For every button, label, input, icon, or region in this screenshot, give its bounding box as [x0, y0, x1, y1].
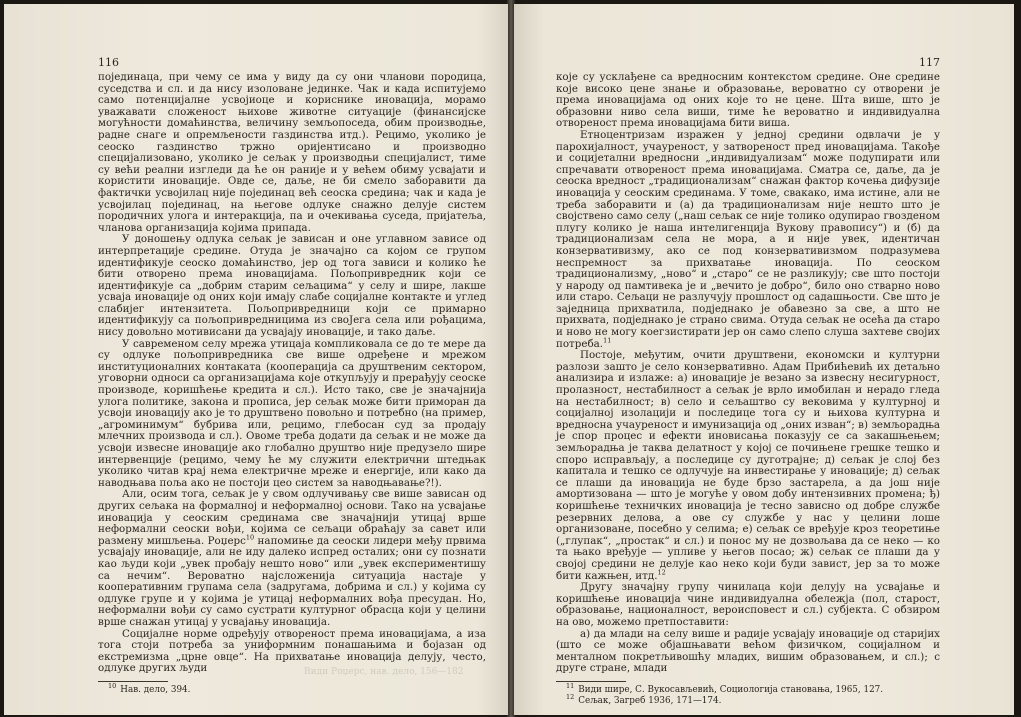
footnote-number: 10	[108, 681, 117, 690]
paragraph-text: Етноцентризам изражен у једној средини одвлачи је у парохијалност, учауреност, у затвореност пред иновацијама. Такође и социјетални вредносни „индивидуализам“ може подупирати или спречавати отвореност према иновацијама. Сматра се, даље, да је сеоска вредност „традиционализам“ снажан фактор кочења дифузије иновација у сеоским срединама. У томе, свакако, има истине, али не треба заборавити и (а) да традиционализам није нешто што је својствено само селу („наш сељак се није толико одупирао гвозденом плугу колико је наша интелигенција Вукову правопису“) и (б) да традиционализам села не мора, а и није увек, идентичан конзервативизму, ако се под конзервативизмом подразумева неспремност за прихватање иновација. По сеоском традиционализму, „ново“ и „старо“ се не разликују; све што постоји у народу од памтивека је и „вечито је добро“, било оно стварно ново или старо. Сељаци не разлучују прошлост од садашњости. Све што је заједница прихватила, подједнако је обавезно за све, а што не прихвата, подједнако је страно свима. Отуда сељак не осећа да старо и ново не могу коегзистирати јер он само слепо слуша захтеве својих потреба.	[556, 128, 940, 350]
left-page-body	[98, 72, 486, 675]
paragraph: појединаца, при чему се има у виду да су они чланови породица, суседства и сл. и да нису изоловане јединке. Чак и када испитујемо само потенцијалне усвојиоце и кориснике иновација, морамо уважавати сложеност њихове животне ситуације (финансијске могућности домаћинства, величину земљопоседа, обим производње, радне снаге и опремљености газдинства итд.). Рецимо, уколико је сеоско газдинство тржно оријентисано и производно специјализовано, уколико је сељак у производњи специјалист, тиме су већи реални изгледи да ће он раније и у већем обиму усвајати и користити иновације. Овде се, даље, не би смело заборавити да фактички усвојилац није појединац већ сеоска средина; чак и када је усвојилац појединац, на његове одлуке снажно делује систем породичних улога и интеракција, па и очекивања суседа, пријатеља, чланова организација којима припада.	[98, 71, 486, 234]
footnote-reference: 10	[245, 533, 255, 542]
footnotes-right	[556, 681, 940, 707]
paragraph: Социјалне норме одређују отвореност према иновацијама, а иза тога стоји потреба за униформним понашањима и бојазан од екстремизма „црне овце“. На прихватање иновација делују, често, одлуке других људи	[98, 627, 486, 675]
paragraph-text: Постоје, међутим, очити друштвени, економски и културни разлози зашто је село конзервативно. Адам Прибићевић их детаљно анализира и излаже: а) иновације је везано за извесну несигурност, пролазност, нестабилност а сељак је врло имобилан и нерадо гледа на нестабилност; в) село и сељаштво су вековима у културној и социјалној изолацији и последице тога су и њихова културна и вредносна учауреност и имунизација од „оних изван“; в) земљорадња је спор процес и ефекти иновисања показују се са закашњењем; земљорадња је таква делатност у којој се почињене грешке тешко и споро исправљају, а последице су дуготрајне; д) сељак је слој без капитала и тешко се одлучује на инвестирање у иновације; д) сељак се плаши да иновација не буде брзо застарела, а да још није амортизована — што је могуће у овом добу интензивних промена; ђ) коришћење техничких иновација је тесно зависно од добре службе резервних делова, а ове су службе у нас у целини лоше организоване, посебно у селима; е) сељак се вређује кроз теоретиње („глупак“, „простак“ и сл.) и понос му не дозвољава да се неко — ко та њако вређује — упливе у његов посао; ж) сељак се плаши да у својој средини не делује као неко који буди завист, јер за то може бити кажњен, итд.	[556, 349, 940, 582]
paragraph-text: Али, осим тога, сељак је у свом одлучивању све више зависан од других сељака на формалној и неформалној основи. Тако на усвајање иновација у сеоским срединама све значајнији утицај врше неформални сеоски вођи, којима се сељаци обраћају за савет или размену мишљења. Роџерс	[98, 488, 486, 547]
footnote-reference: 11	[603, 336, 612, 345]
paragraph: У доношењу одлука сељак је зависан и оне углавном зависе од интерпретације средине. Отуда је значајно са којом се групом идентификује сеоско домаћинство, јер од тога зависи и колико ће бити отворено према иновацијама. Пољопривредник који се идентификује са „добрим старим сељацима“ у селу и шире, лакше усваја иновације од оних који имају слабе социјалне контакте и углед слабијег интензитета. Пољопривредници који се примарно идентификују са пољопривредницима из своЈега села или рођацима, нису довољно мотивисани да усвајају иновације, и тако даље.	[98, 233, 486, 339]
paragraph: које су усклађене са вредносним контекстом средине. Оне средине које високо цене знање и образовање, вероватно су отворени је према иновацијама од оних које то не цене. Шта више, што је образовни ниво села виши, тиме ће вероватно и индивидуална отвореност према иновацијама бити виша.	[556, 71, 940, 130]
footnotes-left	[98, 681, 486, 696]
paragraph	[98, 489, 486, 628]
bleed-through-text: Види Роџерс, нав. дело, 156—182	[304, 667, 464, 677]
paragraph-text: напомиње да сеоски лидери међу првима усвајају иновације, али не иду далеко испред осталих; они су познати као људи који „увек пробају нешто ново“ или „увек експериментишу са нечим“. Вероватно најсложенија ситуација настаје у кооперативним групама села (задругама, добрима и сл.) у којима су одлуке групе и у којима је утицај неформалних вођа пресудан. Но, неформални вођи су само сустрати културног обрасца који у целини врше снажан утицај у усвајању иновација.	[98, 534, 486, 628]
footnote-number: 11	[566, 681, 575, 690]
paragraph: У савременом селу мрежа утицаја компликовала се до те мере да су одлуке пољопривредника све више одређене и мрежом институционалних контаката (кооперација са друштвеним сектором, уговорни односи са организацијама које откупљују и прерађују сеоске производе, коришћење кредита и сл.). Исто тако, све је значајнија улога политике, закона и прописа, јер сељак може бити приморан да усвоји иновацију ако је то друштвено повољно и потребно (на пример, „агроминимум“ бубрива или, рецимо, глебосан суд за продају млечних производа и сл.). Овоме треба додати да сељак и не може да усвоји извесне иновације ако глобално друштво није предузело шире интервенције (рецимо, чему ће му служити електрични штедњак уколико читав крај нема електричне мреже и енергије, или како да наводњава поља ако не постоји цео систем за наводњавање?!).	[98, 337, 486, 489]
footnote-text: Види шире, С. Вукосављевић, Социологија становања, 1965, 127.	[578, 684, 884, 695]
footnote	[566, 681, 940, 696]
right-page-body	[556, 72, 940, 675]
footnote-number: 12	[566, 692, 575, 701]
footnote-reference: 12	[657, 568, 666, 577]
footnote	[108, 681, 486, 696]
footnote-text: Сељак, Загреб 1936, 171—174.	[578, 695, 722, 706]
paragraph: Другу значајну групу чинилаца који делују на усвајање и коришћење иновација чине индивидуална обележја (пол, старост, образовање, националност, вероисповест и сл.) субјекта. С обзиром на ово, можемо претпоставити:	[556, 581, 940, 628]
left-page	[4, 4, 508, 715]
paragraph	[556, 130, 940, 350]
footnote-text: Нав. дело, 394.	[120, 684, 191, 695]
right-page	[514, 4, 1014, 715]
page-number-right: 117	[919, 56, 940, 69]
paragraph	[556, 350, 940, 582]
paragraph: а) да млади на селу више и радије усвајају иновације од старијих (што се може објашњавати већом физичком, социјалном и менталном покретљивошћу младих, вишим образовањем, и сл.); с друге стране, млади	[556, 627, 940, 675]
page-number-left: 116	[98, 56, 119, 69]
footnote	[566, 692, 940, 707]
